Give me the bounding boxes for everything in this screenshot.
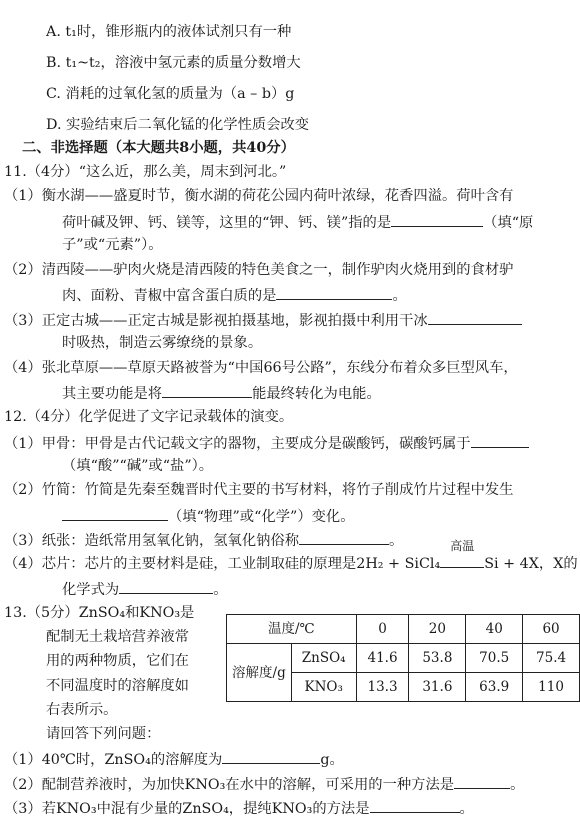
q12-part2-line2: [62, 505, 355, 527]
section-heading: 二、非选择题（本大题共8小题，共40分）: [22, 140, 295, 156]
text: 。: [459, 801, 474, 817]
q13-intro-line2: 配制无土栽培营养液常: [46, 629, 189, 645]
text: （3）纸张：造纸常用氢氧化钠，氢氧化钠俗称: [4, 533, 300, 549]
condition-text: 高温: [450, 539, 475, 553]
q11-part2-line2: [62, 284, 407, 306]
text: 荷叶碱及钾、钙、镁等，这里的“钾、钙、镁”指的是: [62, 215, 392, 231]
value-cell: 63.9: [466, 673, 523, 702]
answer-blank[interactable]: [62, 505, 168, 521]
q11-part1-line1: （1）衡水湖——盛夏时节，衡水湖的荷花公园内荷叶浓绿，花香四溢。荷叶含有: [4, 188, 514, 204]
reaction-condition: [440, 539, 484, 574]
answer-blank[interactable]: [222, 748, 320, 764]
solubility-label: 溶解度/g: [227, 644, 292, 702]
q13-part1: [4, 748, 344, 770]
q11-part4-line1: （4）张北草原——草原天路被誉为“中国66号公路”，东线分布着众多巨型风车，: [4, 360, 518, 376]
text: （填“原: [483, 215, 534, 231]
question-11-title: 11.（4分）“这么近，那么美，周末到河北。”: [4, 164, 287, 180]
option-d: D. 实验结束后二氧化锰的化学性质会改变: [46, 117, 310, 133]
q12-part2-line1: （2）竹简：竹简是先秦至魏晋时代主要的书写材料，将竹子削成竹片过程中发生: [4, 482, 514, 498]
value-cell: 70.5: [466, 644, 523, 673]
substance-name: ZnSO₄: [291, 644, 356, 673]
q11-part1-line2: [62, 211, 533, 233]
answer-blank[interactable]: [119, 578, 213, 594]
text: 其主要功能是将: [62, 386, 163, 402]
q11-part3-line2: 时吸热，制造云雾缭绕的景象。: [62, 335, 263, 351]
value-cell: 41.6: [356, 644, 409, 673]
table-row: [227, 615, 580, 644]
temp-cell: 20: [409, 615, 466, 644]
temp-cell: 40: [466, 615, 523, 644]
text: 。: [510, 777, 525, 793]
text: （3）正定古城——正定古城是影视拍摄基地，影视拍摄中利用干冰: [4, 313, 428, 329]
question-13-title: 13.（5分）ZnSO₄和KNO₃是: [4, 605, 195, 621]
value-cell: 53.8: [409, 644, 466, 673]
q13-intro-line4: 不同温度时的溶解度如: [46, 678, 189, 694]
text: 。: [392, 288, 407, 304]
answer-blank[interactable]: [454, 773, 510, 789]
answer-blank[interactable]: [391, 211, 483, 227]
answer-blank[interactable]: [276, 284, 392, 300]
text: （1）40℃时，ZnSO₄的溶解度为: [4, 752, 223, 768]
option-b: B. t₁~t₂，溶液中氢元素的质量分数增大: [46, 55, 301, 71]
q11-part1-line3: 子”或“元素”）。: [62, 237, 163, 253]
answer-blank[interactable]: [428, 309, 522, 325]
text: 。: [213, 582, 228, 598]
value-cell: 31.6: [409, 673, 466, 702]
answer-blank[interactable]: [370, 797, 460, 813]
question-12-title: 12.（4分）化学促进了文字记录载体的演变。: [4, 409, 294, 425]
q12-part4-line2: [62, 578, 227, 600]
text: 化学式为: [62, 582, 120, 598]
text: （2）配制营养液时，为加快KNO₃在水中的溶解，可采用的一种方法是: [4, 777, 455, 793]
temp-cell: 60: [523, 615, 580, 644]
q11-part4-line2: [62, 382, 381, 404]
value-cell: 110: [523, 673, 580, 702]
q12-part1-line1: [4, 432, 529, 454]
temp-cell: 0: [356, 615, 409, 644]
q11-part3-line1: [4, 309, 522, 331]
answer-blank[interactable]: [471, 432, 529, 448]
answer-blank[interactable]: [299, 529, 389, 545]
option-c: C. 消耗的过氧化氢的质量为（a – b）g: [46, 86, 295, 102]
text: 。: [389, 533, 404, 549]
text: g。: [320, 752, 344, 768]
text: （填“物理”或“化学”）变化。: [168, 509, 355, 525]
text: 能最终转化为电能。: [252, 386, 381, 402]
q13-intro-line6: 请回答下列问题：: [46, 726, 161, 742]
q11-part2-line1: （2）清西陵——驴肉火烧是清西陵的特色美食之一，制作驴肉火烧用到的食材驴: [4, 262, 514, 278]
q13-part2: [4, 773, 524, 795]
text: （1）甲骨：甲骨是古代记载文字的器物，主要成分是碳酸钙，碳酸钙属于: [4, 436, 471, 452]
option-a: A. t₁时，锥形瓶内的液体试剂只有一种: [46, 24, 292, 40]
answer-blank[interactable]: [162, 382, 252, 398]
temp-header: 温度/℃: [227, 615, 357, 644]
value-cell: 75.4: [523, 644, 580, 673]
q13-part3: [4, 797, 474, 819]
text: （4）芯片：芯片的主要材料是硅，工业制取硅的原理是2H₂ + SiCl₄: [4, 556, 441, 572]
text: Si + 4X，X的: [484, 556, 578, 572]
q13-intro-line3: 用的两种物质，它们在: [46, 653, 189, 669]
q12-part1-line2: （填“酸”“碱”或“盐”）。: [62, 458, 214, 474]
solubility-table: [226, 614, 580, 702]
q13-intro-line5: 右表所示。: [46, 702, 118, 718]
q12-part3: [4, 529, 403, 551]
table-row: [227, 644, 580, 673]
text: 肉、面粉、青椒中富含蛋白质的是: [62, 288, 277, 304]
text: （3）若KNO₃中混有少量的ZnSO₄，提纯KNO₃的方法是: [4, 801, 370, 817]
substance-name: KNO₃: [291, 673, 356, 702]
value-cell: 13.3: [356, 673, 409, 702]
